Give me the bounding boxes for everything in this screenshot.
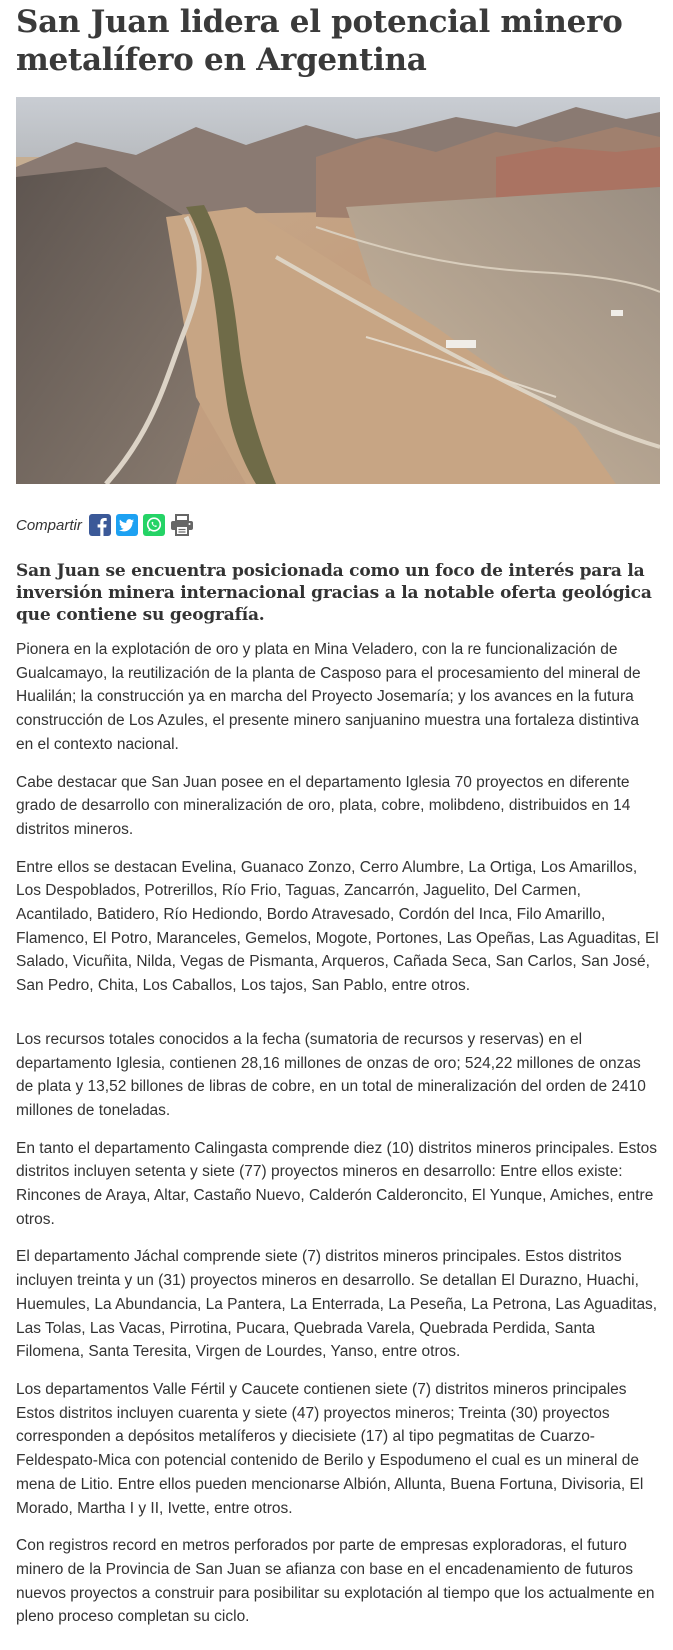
share-bar	[16, 511, 199, 539]
article-lead: San Juan se encuentra posicionada como un foco de interés para la inversión minera internacional gracias a la notable oferta geológica que contiene su geografía.	[16, 561, 652, 625]
article-title: San Juan lidera el potencial minero metalífero en Argentina	[16, 4, 623, 78]
paragraph: Entre ellos se destacan Evelina, Guanaco Zonzo, Cerro Alumbre, La Ortiga, Los Amarillos, Los Despoblados, Potrerillos, Río Frio, Taguas, Zancarrón, Jaguelito, Del Carmen, Acantilado, Batidero, Río Hediondo, Bordo Atravesado, Cordón del Inca, Filo Amarillo, Flamenco, El Potro, Maranceles, Gemelos, Mogote, Portones, Las Opeñas, Las Aguaditas, El Salado, Vicuñita, Nilda, Vegas de Pismanta, Arqueros, Cañada Seca, San Carlos, San José, San Pedro, Chita, Los Caballos, Los tajos, San Pablo, entre otros.	[16, 858, 659, 995]
article-body	[16, 638, 660, 1643]
facebook-icon[interactable]	[89, 514, 111, 536]
paragraph: Cabe destacar que San Juan posee en el departamento Iglesia 70 proyectos en diferente grado de desarrollo con mineralización de oro, plata, cobre, molibdeno, distribuidos en 14 distritos mineros.	[16, 773, 631, 838]
twitter-icon[interactable]	[116, 514, 138, 536]
hero-image	[16, 97, 660, 484]
article	[16, 0, 660, 1626]
paragraph: Pionera en la explotación de oro y plata en Mina Veladero, con la re funcionalización de Gualcamayo, la reutilización de la planta de Casposo para el procesamiento del mineral de Hualilán; la construcción ya en marcha del Proyecto Josemaría; y los avances en la futura construcción de Los Azules, el presente minero sanjuanino muestra una fortaleza distintiva en el contexto nacional.	[16, 641, 641, 753]
paragraph: Con registros record en metros perforados por parte de empresas exploradoras, el futuro minero de la Provincia de San Juan se afianza con base en el encadenamiento de futuros nuevos proyectos a construir para posibilitar su explotación al tiempo que los actualmente en pleno proceso completan su ciclo.	[16, 1537, 655, 1626]
paragraph: Los departamentos Valle Fértil y Caucete contienen siete (7) distritos mineros principales Estos distritos incluyen cuarenta y siete (47) proyectos mineros; Treinta (30) proyectos corresponden a depósitos metalíferos y diecisiete (17) al tipo pegmatitas de Cuarzo-Feldespato-Mica con potencial contenido de Berilo y Espodumeno el cual es un mineral de mena de Litio. Entre ellos pueden mencionarse Albión, Allunta, Buena Fortuna, Divisoria, El Morado, Martha I y II, Ivette, entre otros.	[16, 1380, 644, 1517]
paragraph: En tanto el departamento Calingasta comprende diez (10) distritos mineros principales. Estos distritos incluyen setenta y siete (77) proyectos mineros en desarrollo: Entre ellos existe: Rincones de Araya, Altar, Castaño Nuevo, Calderón Calderoncito, El Yunque, Amiches, entre otros.	[16, 1139, 657, 1228]
paragraph: El departamento Jáchal comprende siete (7) distritos mineros principales. Estos distritos incluyen treinta y un (31) proyectos mineros en desarrollo. Se detallan El Durazno, Huachi, Huemules, La Abundancia, La Pantera, La Enterrada, La Peseña, La Petrona, Las Aguaditas, Las Tolas, Las Vacas, Pirrotina, Pucara, Quebrada Varela, Quebrada Perdida, Santa Filomena, Santa Teresita, Virgen de Lourdes, Yanso, entre otros.	[16, 1248, 658, 1361]
share-label: Compartir	[16, 516, 82, 534]
print-icon[interactable]	[170, 514, 194, 536]
paragraph: Los recursos totales conocidos a la fecha (sumatoria de recursos y reservas) en el departamento Iglesia, contienen 28,16 millones de onzas de oro; 524,22 millones de onzas de plata y 13,52 billones de libras de cobre, en un total de mineralización del orden de 2410 millones de toneladas.	[16, 1030, 646, 1119]
whatsapp-icon[interactable]	[143, 514, 165, 536]
